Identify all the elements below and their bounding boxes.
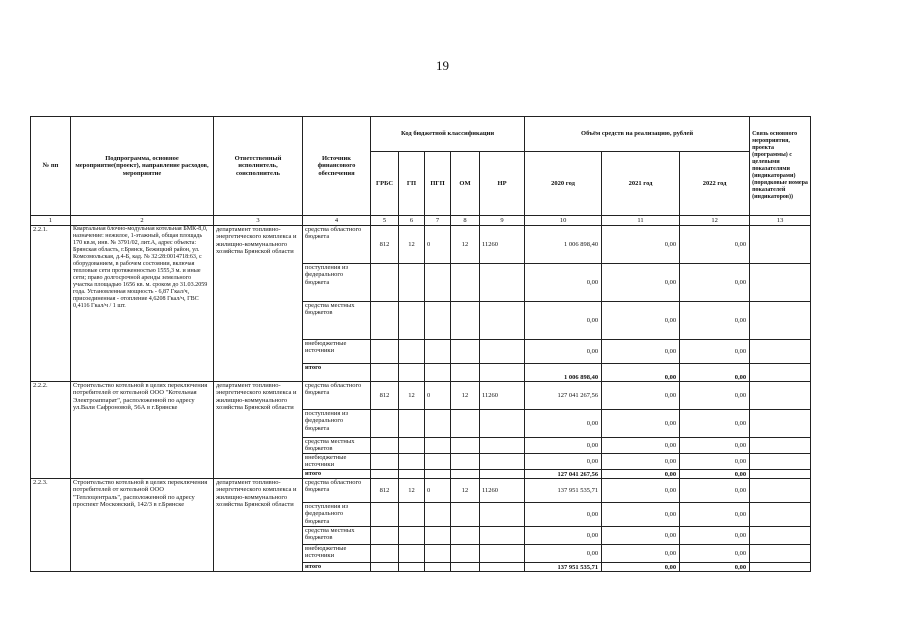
source-cell: внебюджетные источники (303, 454, 371, 470)
col-number: 10 (525, 216, 602, 226)
header-2022: 2022 год (680, 152, 750, 216)
header-measure: Подпрограмма, основное мероприятие(проект), направление расходов, мероприятие (71, 117, 214, 216)
value-2021: 0,00 (602, 226, 680, 264)
indicator-cell (750, 302, 811, 340)
value-2022: 0,00 (680, 545, 750, 563)
value-2021: 0,00 (602, 479, 680, 503)
value-2021: 0,00 (602, 545, 680, 563)
header-pgp: ПГП (425, 152, 451, 216)
total-2020: 1 006 898,40 (525, 364, 602, 382)
pgp-cell: 0 (425, 226, 451, 264)
budget-table (30, 116, 811, 572)
source-total: итого (303, 563, 371, 572)
header-kbk: Код бюджетной классификации (371, 117, 525, 152)
indicator-cell (750, 438, 811, 454)
indicator-cell (750, 264, 811, 302)
col-number: 5 (371, 216, 399, 226)
value-2020: 137 951 535,71 (525, 479, 602, 503)
om-cell: 12 (451, 382, 480, 410)
section-number: 2.2.1. (31, 226, 71, 382)
value-2020: 0,00 (525, 545, 602, 563)
executor-name: департамент топливно-энергетического комплекса и жилищно-коммунального хозяйства Брянской области (214, 382, 303, 479)
value-2020: 0,00 (525, 340, 602, 364)
total-2022: 0,00 (680, 563, 750, 572)
col-number: 1 (31, 216, 71, 226)
indicator-cell (750, 382, 811, 410)
grbs-cell: 812 (371, 479, 399, 503)
indicator-cell (750, 470, 811, 479)
indicator-cell (750, 364, 811, 382)
source-cell: средства областного бюджета (303, 479, 371, 503)
page-number: 19 (436, 58, 449, 73)
col-number: 6 (399, 216, 425, 226)
total-2021: 0,00 (602, 470, 680, 479)
value-2020: 127 041 267,56 (525, 382, 602, 410)
om-cell: 12 (451, 479, 480, 503)
source-cell: средства областного бюджета (303, 226, 371, 264)
header-2020: 2020 год (525, 152, 602, 216)
indicator-cell (750, 410, 811, 438)
header-source: Источник финансового обеспечения (303, 117, 371, 216)
indicator-cell (750, 503, 811, 527)
header-gp: ГП (399, 152, 425, 216)
value-2022: 0,00 (680, 454, 750, 470)
value-2021: 0,00 (602, 410, 680, 438)
measure-name: Строительство котельной в целях переключения потребителей от котельной ООО "Котельная Электроаппарат", расположенной по адресу ул.Вали Сафроновой, 56А в г.Брянске (71, 382, 214, 479)
value-2022: 0,00 (680, 479, 750, 503)
value-2020: 0,00 (525, 503, 602, 527)
value-2020: 0,00 (525, 410, 602, 438)
indicator-cell (750, 226, 811, 264)
value-2022: 0,00 (680, 264, 750, 302)
measure-name: Квартальная блочно-модульная котельная БМК-8,0, назначение: нежилое, 1-этажный, общая площадь 170 кв.м, инв. № 3791/02, лит.А, адрес объекта: Брянская область, г.Брянск, Бежицкий район, ул. Комсомольская, д.4-Б, кад. № 32:28:0014718:63, с оборудованием, в рабочем состоянии, включая тепловые сети протяженностью 1555,3 м. и иные сети; право долгосрочной аренды земельного участка площадью 1656 кв. м. сроком до 31.03.2059 года. Установленная мощность - 6,87 Гкал/ч, присоединенная - отопление 4,6208 Гкал/ч, ГВС 0,4116 Гкал/ч / 1 шт. (71, 226, 214, 382)
value-2021: 0,00 (602, 382, 680, 410)
value-2021: 0,00 (602, 302, 680, 340)
header-executor: Ответственный исполнитель, соисполнитель (214, 117, 303, 216)
source-cell: поступления из федерального бюджета (303, 503, 371, 527)
col-number: 3 (214, 216, 303, 226)
indicator-cell (750, 563, 811, 572)
col-number: 11 (602, 216, 680, 226)
source-cell: поступления из федерального бюджета (303, 264, 371, 302)
gp-cell: 12 (399, 226, 425, 264)
header-indicator-link: Связь основного мероприятия, проекта (программы) с целевыми показателями (индикаторами) (порядковые номера показателей (индикаторов)) (750, 117, 811, 216)
np-cell: 11260 (480, 479, 525, 503)
value-2022: 0,00 (680, 382, 750, 410)
value-2022: 0,00 (680, 340, 750, 364)
om-cell: 12 (451, 226, 480, 264)
source-cell: средства областного бюджета (303, 382, 371, 410)
total-2021: 0,00 (602, 364, 680, 382)
indicator-cell (750, 527, 811, 545)
value-2021: 0,00 (602, 264, 680, 302)
header-2021: 2021 год (602, 152, 680, 216)
source-cell: поступления из федерального бюджета (303, 410, 371, 438)
value-2021: 0,00 (602, 527, 680, 545)
value-2020: 0,00 (525, 454, 602, 470)
gp-cell: 12 (399, 479, 425, 503)
col-number: 7 (425, 216, 451, 226)
source-cell: средства местных бюджетов (303, 302, 371, 340)
value-2022: 0,00 (680, 410, 750, 438)
header-om: ОМ (451, 152, 480, 216)
gp-cell: 12 (399, 382, 425, 410)
executor-name: департамент топливно-энергетического комплекса и жилищно-коммунального хозяйства Брянской области (214, 226, 303, 382)
indicator-cell (750, 340, 811, 364)
col-number: 8 (451, 216, 480, 226)
source-cell: внебюджетные источники (303, 545, 371, 563)
np-cell: 11260 (480, 382, 525, 410)
executor-name: департамент топливно-энергетического комплекса и жилищно-коммунального хозяйства Брянской области (214, 479, 303, 572)
indicator-cell (750, 454, 811, 470)
value-2021: 0,00 (602, 503, 680, 527)
np-cell: 11260 (480, 226, 525, 264)
section-number: 2.2.2. (31, 382, 71, 479)
value-2022: 0,00 (680, 503, 750, 527)
indicator-cell (750, 545, 811, 563)
value-2022: 0,00 (680, 302, 750, 340)
value-2021: 0,00 (602, 454, 680, 470)
indicator-cell (750, 479, 811, 503)
pgp-cell: 0 (425, 479, 451, 503)
measure-name: Строительство котельной в целях переключения потребителей от котельной ООО "Теплоцентраль", расположенной по адресу проспект Московский, 142/3 в г.Брянске (71, 479, 214, 572)
total-2020: 127 041 267,56 (525, 470, 602, 479)
source-cell: средства местных бюджетов (303, 527, 371, 545)
source-total: итого (303, 470, 371, 479)
grbs-cell: 812 (371, 226, 399, 264)
source-cell: внебюджетные источники (303, 340, 371, 364)
value-2021: 0,00 (602, 438, 680, 454)
source-total: итого (303, 364, 371, 382)
col-number: 12 (680, 216, 750, 226)
value-2022: 0,00 (680, 226, 750, 264)
grbs-cell: 812 (371, 382, 399, 410)
value-2020: 0,00 (525, 438, 602, 454)
value-2022: 0,00 (680, 438, 750, 454)
total-2022: 0,00 (680, 364, 750, 382)
header-number: № пп (31, 117, 71, 216)
total-2022: 0,00 (680, 470, 750, 479)
value-2020: 1 006 898,40 (525, 226, 602, 264)
col-number: 13 (750, 216, 811, 226)
col-number: 9 (480, 216, 525, 226)
header-grbs: ГРБС (371, 152, 399, 216)
total-2021: 0,00 (602, 563, 680, 572)
value-2020: 0,00 (525, 302, 602, 340)
value-2020: 0,00 (525, 264, 602, 302)
pgp-cell: 0 (425, 382, 451, 410)
header-volume: Объём средств на реализацию, рублей (525, 117, 750, 152)
value-2021: 0,00 (602, 340, 680, 364)
section-number: 2.2.3. (31, 479, 71, 572)
col-number: 2 (71, 216, 214, 226)
header-np: НР (480, 152, 525, 216)
total-2020: 137 951 535,71 (525, 563, 602, 572)
col-number: 4 (303, 216, 371, 226)
value-2022: 0,00 (680, 527, 750, 545)
source-cell: средства местных бюджетов (303, 438, 371, 454)
value-2020: 0,00 (525, 527, 602, 545)
